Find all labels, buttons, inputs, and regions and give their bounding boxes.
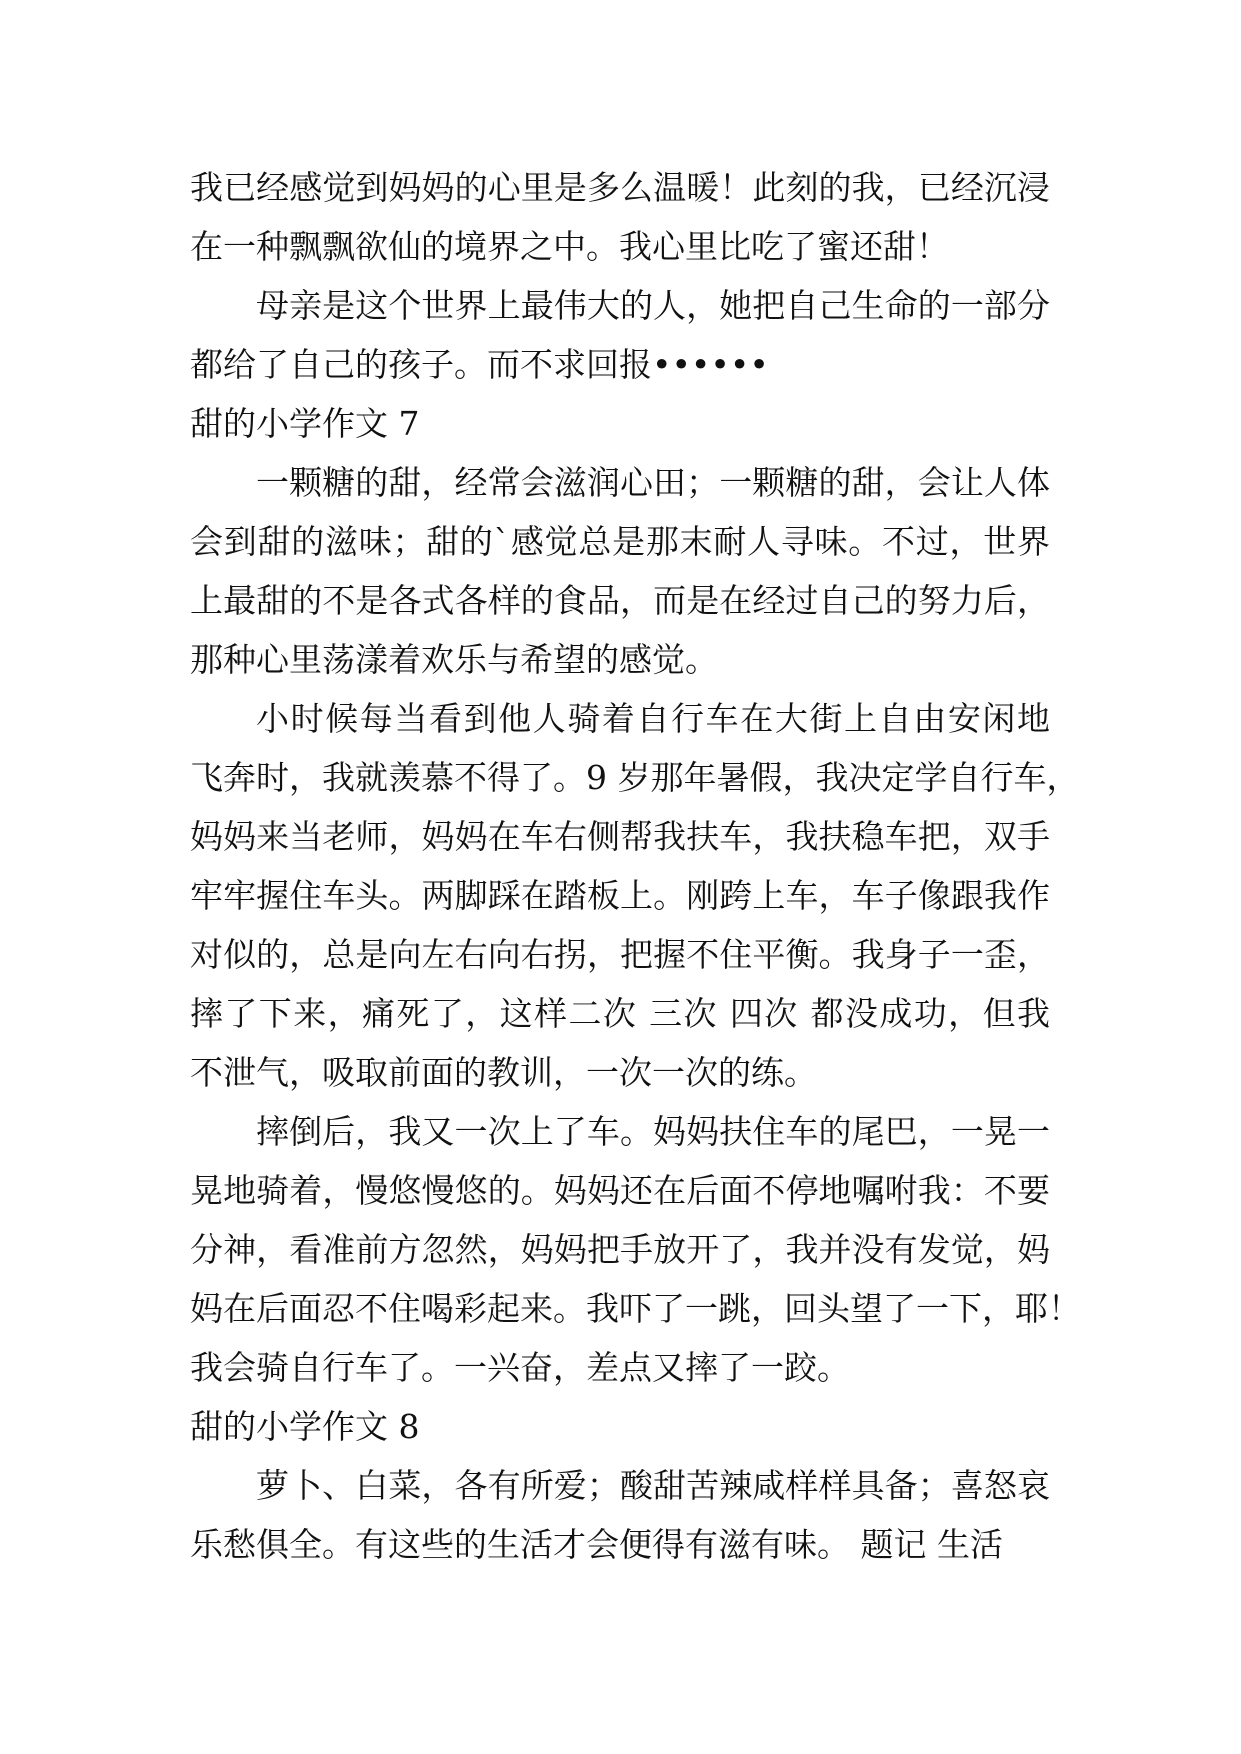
paragraph-line: 摔倒后，我又一次上了车。妈妈扶住车的尾巴，一晃一: [256, 1112, 1050, 1151]
paragraph: [190, 1456, 1050, 1574]
document-body: [190, 158, 1081, 1574]
paragraph-line: 不泄气，吸取前面的教训，一次一次的练。: [190, 1053, 817, 1092]
paragraph: [190, 276, 1050, 394]
paragraph-line: 都给了自己的孩子。而不求回报••••••: [190, 345, 769, 384]
paragraph-line: 妈在后面忍不住喝彩起来。我吓了一跳，回头望了一下，耶！: [190, 1289, 1081, 1328]
paragraph-line: 我已经感觉到妈妈的心里是多么温暖！此刻的我，已经沉浸: [190, 168, 1050, 207]
paragraph-line: 那种心里荡漾着欢乐与希望的感觉。: [190, 640, 718, 679]
paragraph-line: 乐愁俱全。有这些的生活才会便得有滋有味。 题记 生活: [190, 1525, 1003, 1564]
section-heading: 甜的小学作文 8: [190, 1407, 420, 1446]
paragraph-line: 在一种飘飘欲仙的境界之中。我心里比吃了蜜还甜！: [190, 227, 949, 266]
paragraph-line: 上最甜的不是各式各样的食品，而是在经过自己的努力后，: [190, 581, 1050, 620]
paragraph-line: 我会骑自行车了。一兴奋，差点又摔了一跤。: [190, 1348, 850, 1387]
paragraph-line: 牢牢握住车头。两脚踩在踏板上。刚跨上车，车子像跟我作: [190, 876, 1050, 915]
paragraph-line: 萝卜、白菜，各有所爱；酸甜苦辣咸样样具备；喜怒哀: [256, 1466, 1050, 1505]
paragraph-line: 母亲是这个世界上最伟大的人，她把自己生命的一部分: [256, 286, 1050, 325]
paragraph-line: 对似的，总是向左右向右拐，把握不住平衡。我身子一歪，: [190, 935, 1050, 974]
paragraph-line: 一颗糖的甜，经常会滋润心田；一颗糖的甜，会让人体: [256, 463, 1050, 502]
paragraph-line: 小时候每当看到他人骑着自行车在大街上自由安闲地: [256, 699, 1050, 738]
paragraph: [190, 453, 1050, 689]
paragraph-line: 飞奔时，我就羡慕不得了。9 岁那年暑假，我决定学自行车，: [190, 758, 1080, 797]
paragraph: [190, 158, 1050, 276]
paragraph: [190, 689, 1080, 1102]
paragraph-line: 分神，看准前方忽然，妈妈把手放开了，我并没有发觉，妈: [190, 1230, 1050, 1269]
paragraph: [190, 1102, 1081, 1397]
paragraph-line: 妈妈来当老师，妈妈在车右侧帮我扶车，我扶稳车把，双手: [190, 817, 1050, 856]
paragraph-line: 摔了下来，痛死了，这样二次 三次 四次 都没成功，但我: [190, 994, 1050, 1033]
paragraph-line: 晃地骑着，慢悠慢悠的。妈妈还在后面不停地嘱咐我：不要: [190, 1171, 1050, 1210]
section-heading: 甜的小学作文 7: [190, 404, 420, 443]
paragraph-line: 会到甜的滋味；甜的`感觉总是那末耐人寻味。不过，世界: [190, 522, 1050, 561]
